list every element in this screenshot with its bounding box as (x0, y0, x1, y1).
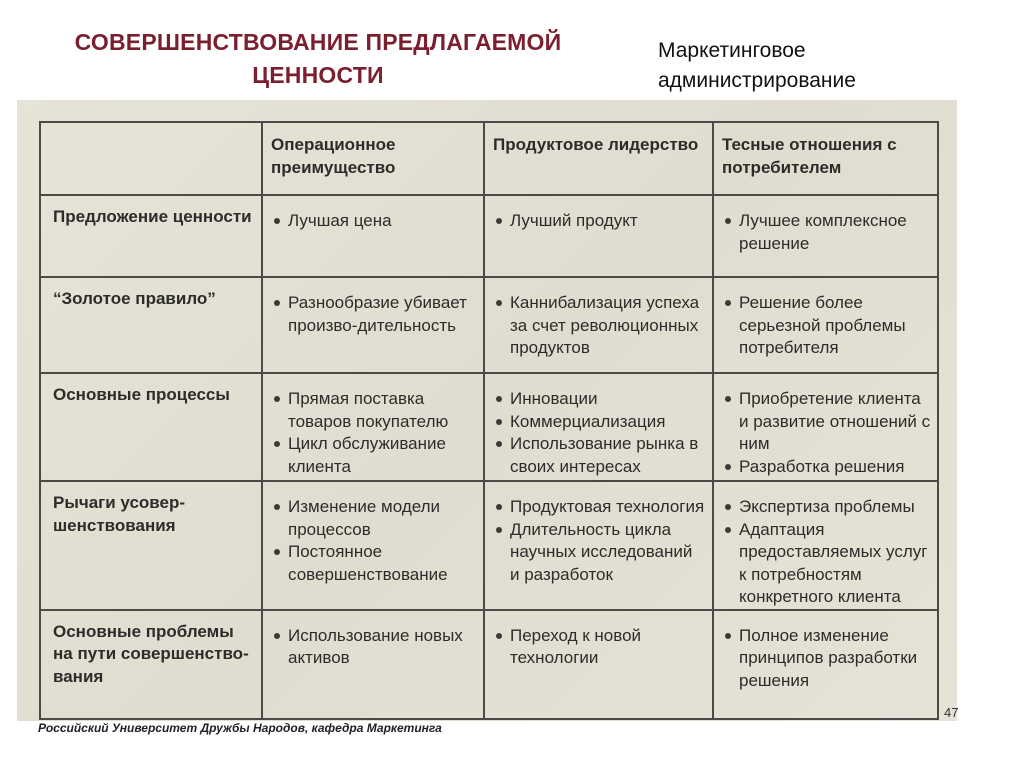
bullet-item: Разработка решения (722, 456, 931, 479)
row-label: Основные процессы (40, 373, 262, 481)
bullet-item: Адаптация предоставляемых услуг к потребностям конкретного клиента (722, 519, 931, 609)
row-label: Рычаги усовер-шенствования (40, 481, 262, 610)
footer-caption: Российский Университет Дружбы Народов, кафедра Маркетинга (38, 721, 442, 735)
header-product-leadership: Продуктовое лидерство (484, 122, 713, 195)
table-cell (262, 195, 484, 277)
bullet-item: Использование новых активов (271, 625, 477, 670)
bullet-item: Лучшее комплексное решение (722, 210, 931, 255)
bullet-item: Приобретение клиента и развитие отношений с ним (722, 388, 931, 456)
bullet-item: Длительность цикла научных исследований и разработок (493, 519, 706, 587)
page-number: 47 (944, 705, 959, 720)
row-label: Предложение ценности (40, 195, 262, 277)
table-cell (262, 277, 484, 373)
row-label: “Золотое правило” (40, 277, 262, 373)
bullet-item: Переход к новой технологии (493, 625, 706, 670)
bullet-item: Лучший продукт (493, 210, 706, 233)
table-cell (484, 277, 713, 373)
table-row (40, 373, 938, 481)
header-corner (40, 122, 262, 195)
bullet-item: Экспертиза проблемы (722, 496, 931, 519)
table-row (40, 277, 938, 373)
scanned-table-image (17, 100, 957, 721)
bullet-item: Прямая поставка товаров покупателю (271, 388, 477, 433)
table-cell (262, 373, 484, 481)
slide-title: СОВЕРШЕНСТВОВАНИЕ ПРЕДЛАГАЕМОЙ ЦЕННОСТИ (74, 29, 562, 88)
bullet-item: Инновации (493, 388, 706, 411)
header-operational: Операционное преимущество (262, 122, 484, 195)
header-customer-intimacy: Тесные отношения с потребителем (713, 122, 938, 195)
table-cell (713, 481, 938, 610)
table-row (40, 195, 938, 277)
bullet-item: Полное изменение принципов разработки решения (722, 625, 931, 693)
bullet-item: Решение более серьезной проблемы потребителя (722, 292, 931, 360)
table-cell (484, 195, 713, 277)
table-header-row (40, 122, 938, 195)
table-cell (262, 481, 484, 610)
bullet-item: Изменение модели процессов (271, 496, 477, 541)
table-cell (262, 610, 484, 719)
table-row (40, 610, 938, 719)
bullet-item: Разнообразие убивает произво-дительность (271, 292, 477, 337)
bullet-item: Продуктовая технология (493, 496, 706, 519)
bullet-item: Каннибализация успеха за счет революционных продуктов (493, 292, 706, 360)
table-cell (713, 373, 938, 481)
bullet-item: Цикл обслуживание клиента (271, 433, 477, 478)
table-cell (713, 610, 938, 719)
table-row (40, 481, 938, 610)
bullet-item: Использование рынка в своих интересах (493, 433, 706, 478)
table-cell (713, 277, 938, 373)
table-cell (713, 195, 938, 277)
bullet-item: Лучшая цена (271, 210, 477, 233)
table-cell (484, 481, 713, 610)
bullet-item: Коммерциализация (493, 411, 706, 434)
slide-subtitle: Маркетинговое администрирование (658, 39, 856, 92)
value-table (39, 121, 939, 720)
bullet-item: Постоянное совершенствование (271, 541, 477, 586)
table-cell (484, 610, 713, 719)
table-cell (484, 373, 713, 481)
row-label: Основные проблемы на пути совершенство-вания (40, 610, 262, 719)
